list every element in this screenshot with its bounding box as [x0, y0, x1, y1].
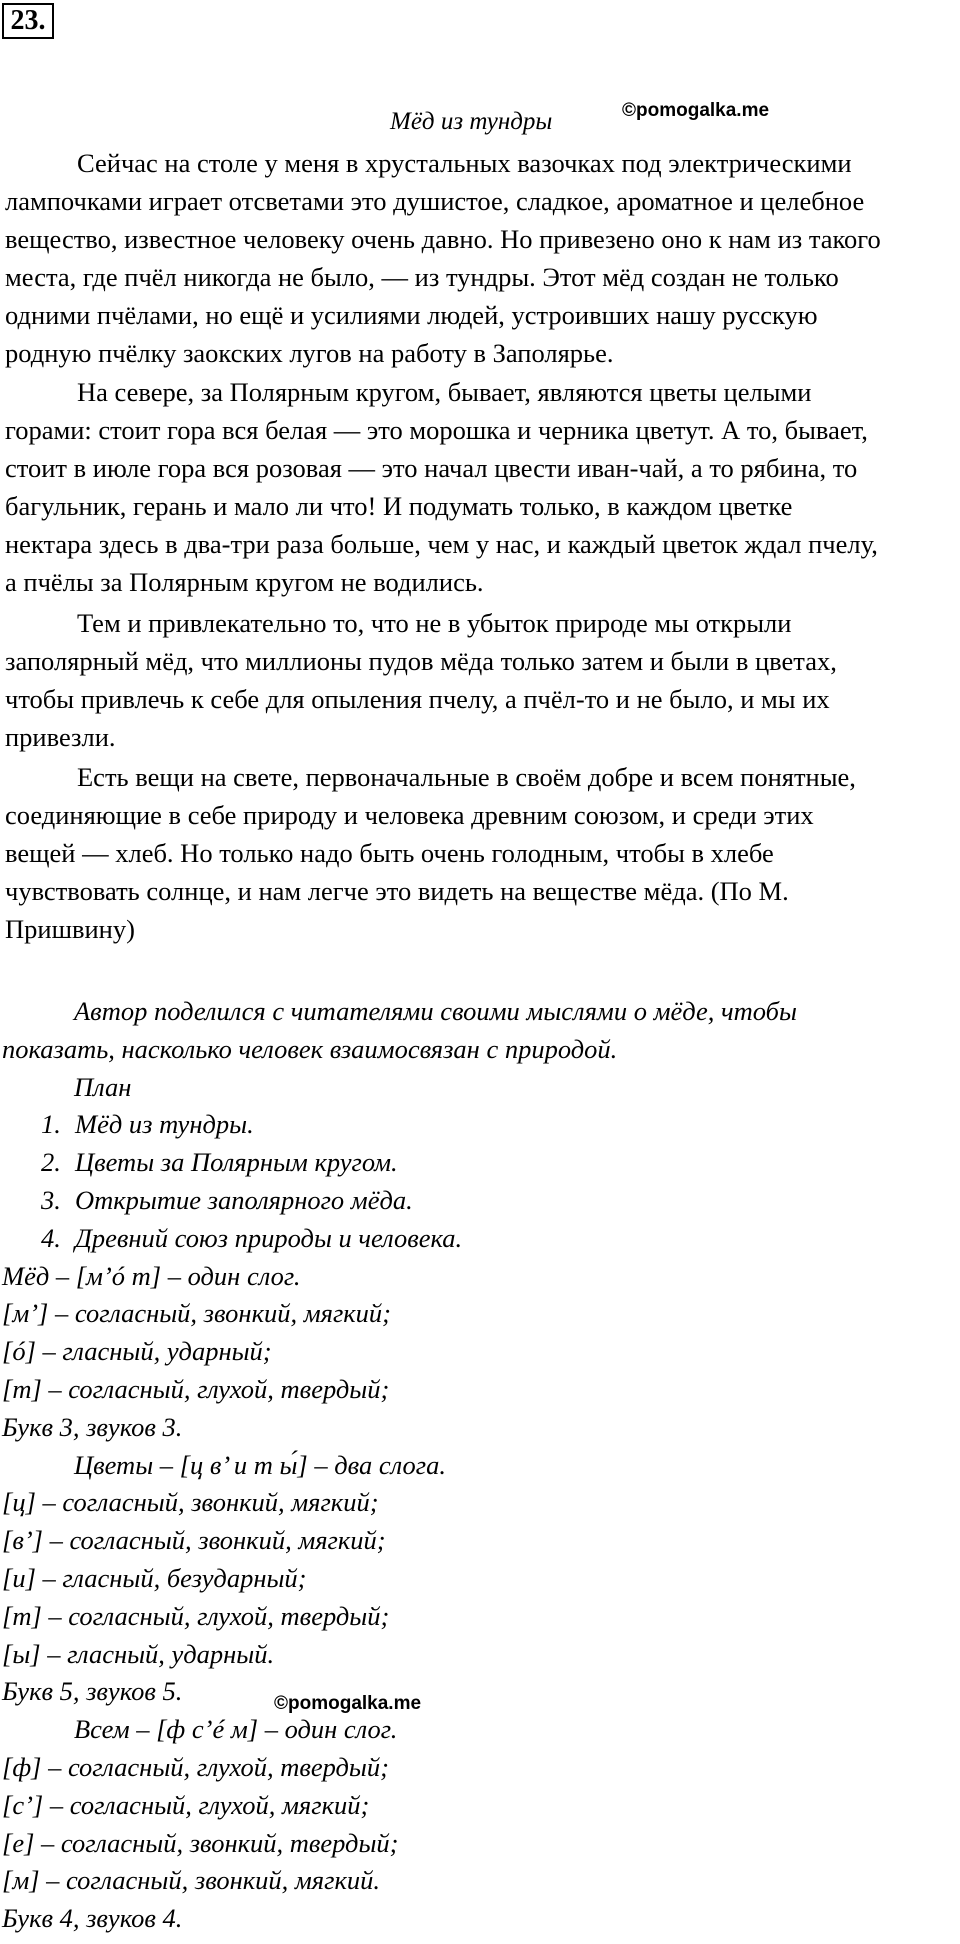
- phonetic-summary: Букв 4, звуков 4.: [2, 1903, 183, 1934]
- text-line: На севере, за Полярным кругом, бывает, являются цветы целыми: [77, 377, 812, 407]
- paragraph-1: [5, 144, 960, 372]
- phonetic-word-header: Всем – [ф с’é м] – один слог.: [74, 1714, 398, 1745]
- text-line: Есть вещи на свете, первоначальные в своём добре и всем понятные,: [77, 762, 856, 792]
- text-line: багульник, герань и мало ли что! И подумать только, в каждом цветке: [5, 491, 793, 521]
- paragraph-3: [5, 604, 960, 756]
- text-line: одними пчёлами, но ещё и усилиями людей, устроивших нашу русскую: [5, 300, 818, 330]
- text-line: привезли.: [5, 722, 116, 752]
- plan-item: 2. Цветы за Полярным кругом.: [41, 1147, 398, 1178]
- watermark: ©pomogalka.me: [622, 100, 770, 121]
- plan-item: 4. Древний союз природы и человека.: [41, 1222, 463, 1253]
- phonetic-sound: [ц] – согласный, звонкий, мягкий;: [2, 1487, 379, 1518]
- paragraph-2: [5, 373, 960, 601]
- phonetic-sound: [ф] – согласный, глухой, твердый;: [2, 1751, 389, 1782]
- phonetic-sound: [е] – согласный, звонкий, твердый;: [2, 1827, 399, 1858]
- phonetic-sound: [т] – согласный, глухой, твердый;: [2, 1373, 390, 1404]
- text-line: лампочками играет отсветами это душистое, сладкое, ароматное и целебное: [5, 186, 865, 216]
- text-line: чтобы привлечь к себе для опыления пчелу, а пчёл-то и не было, и мы их: [5, 684, 830, 714]
- text-line: места, где пчёл никогда не было, — из тундры. Этот мёд создан не только: [5, 262, 839, 292]
- phonetic-sound: [м’] – согласный, звонкий, мягкий;: [2, 1298, 392, 1329]
- main-idea-line: Автор поделился с читателями своими мыслями о мёде, чтобы: [74, 996, 797, 1026]
- text-line: родную пчёлку заокских лугов на работу в Заполярье.: [5, 338, 614, 368]
- phonetic-summary: Букв 5, звуков 5.: [2, 1676, 183, 1707]
- plan-item: 3. Открытие заполярного мёда.: [41, 1184, 413, 1215]
- phonetic-sound: [с’] – согласный, глухой, мягкий;: [2, 1789, 370, 1820]
- text-line: вещество, известное человеку очень давно. Но привезено оно к нам из такого: [5, 224, 881, 254]
- phonetic-word-header: Мёд – [м’ó т] – один слог.: [2, 1260, 301, 1291]
- text-line: нектара здесь в два-три раза больше, чем у нас, и каждый цветок ждал пчелу,: [5, 529, 878, 559]
- phonetic-sound: [ó] – гласный, ударный;: [2, 1336, 272, 1367]
- phonetic-sound: [м] – согласный, звонкий, мягкий.: [2, 1865, 380, 1896]
- text-line: чувствовать солнце, и нам легче это видеть на веществе мёда. (По М.: [5, 876, 789, 906]
- phonetic-sound: [ы] – гласный, ударный.: [2, 1638, 275, 1669]
- phonetic-word-header: Цветы – [ц в’ и т ы́] – два слога.: [74, 1449, 446, 1480]
- text-line: Сейчас на столе у меня в хрустальных вазочках под электрическими: [77, 148, 852, 178]
- plan-heading: План: [74, 1071, 132, 1102]
- text-line: вещей — хлеб. Но только надо быть очень голодным, чтобы в хлебе: [5, 838, 774, 868]
- phonetic-summary: Букв 3, звуков 3.: [2, 1411, 183, 1442]
- phonetic-sound: [и] – гласный, безударный;: [2, 1562, 307, 1593]
- text-line: соединяющие в себе природу и человека древним союзом, и среди этих: [5, 800, 814, 830]
- story-text: [5, 144, 960, 948]
- text-line: горами: стоит гора вся белая — это морошка и черника цветут. А то, бывает,: [5, 415, 868, 445]
- phonetic-sound: [т] – согласный, глухой, твердый;: [2, 1600, 390, 1631]
- text-title: Мёд из тундры: [390, 108, 553, 135]
- text-line: Тем и привлекательно то, что не в убыток природе мы открыли: [77, 608, 792, 638]
- text-line: стоит в июле гора вся розовая — это начал цвести иван-чай, а то рябина, то: [5, 453, 858, 483]
- text-line: Пришвину): [5, 914, 135, 944]
- phonetic-sound: [в’] – согласный, звонкий, мягкий;: [2, 1525, 386, 1556]
- main-idea-line: показать, насколько человек взаимосвязан с природой.: [2, 1033, 618, 1064]
- text-line: а пчёлы за Полярным кругом не водились.: [5, 567, 484, 597]
- watermark: ©pomogalka.me: [274, 1693, 422, 1714]
- exercise-number: 23.: [2, 3, 54, 39]
- text-line: заполярный мёд, что миллионы пудов мёда только затем и были в цветах,: [5, 646, 837, 676]
- analysis-section: [2, 993, 957, 1938]
- plan-item: 1. Мёд из тундры.: [41, 1109, 254, 1140]
- paragraph-4: [5, 758, 960, 948]
